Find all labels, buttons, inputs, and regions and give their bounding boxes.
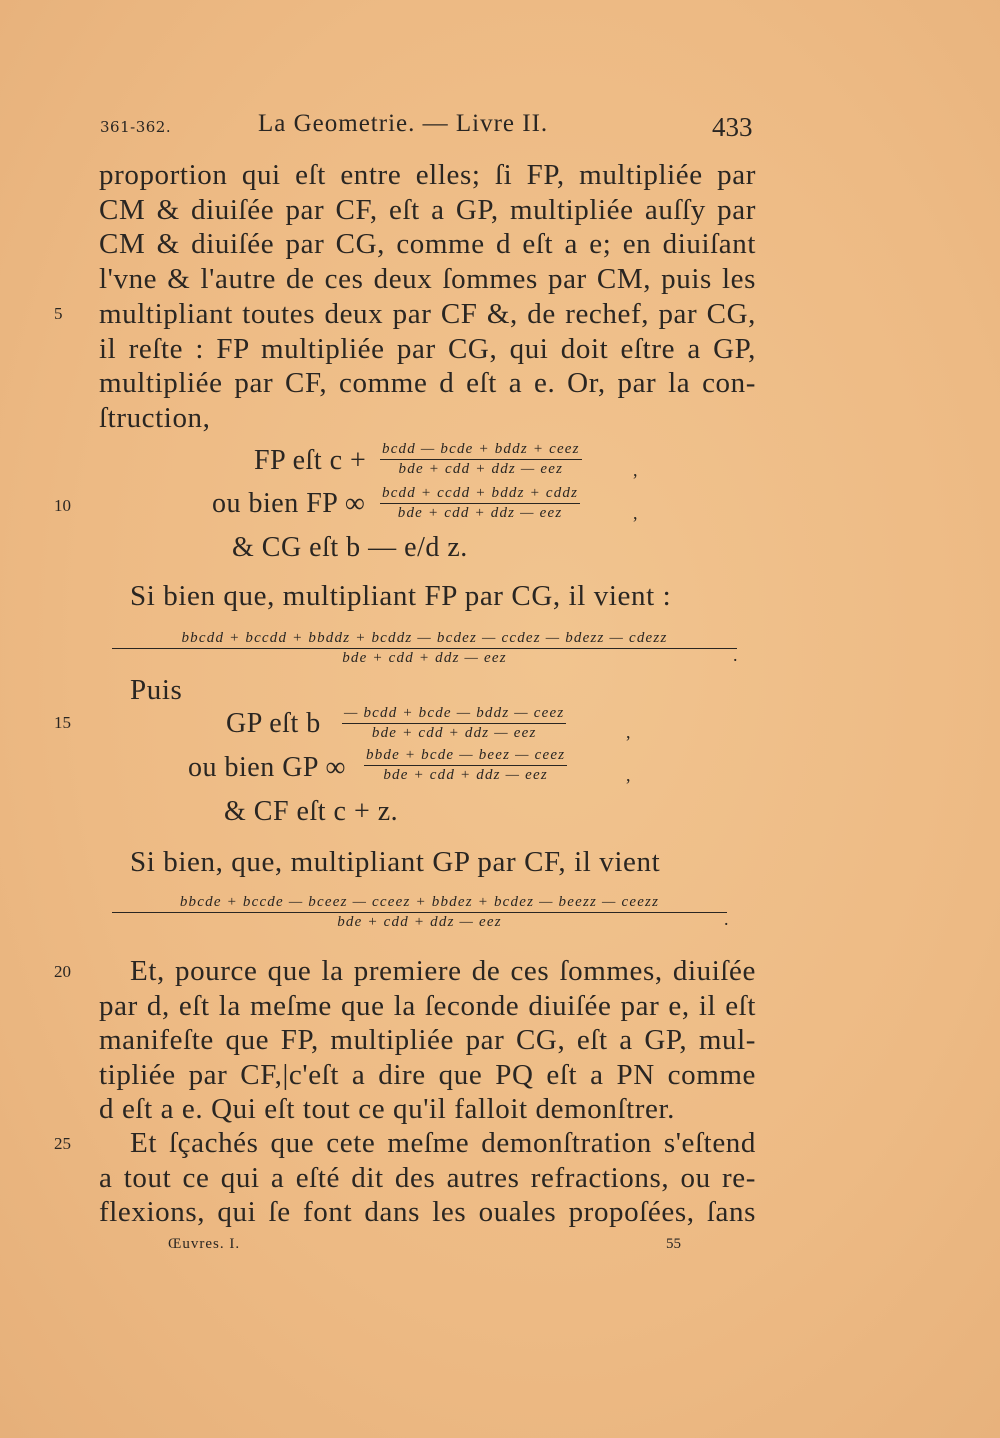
equation-line: & CG eſt b — e/d z. <box>232 532 468 563</box>
text-line: Et, pource que la premiere de ces ſommes, diuiſée <box>130 955 756 987</box>
text-line: tipliée par CF,|c'eſt a dire que PQ eſt a PN comme <box>99 1059 756 1091</box>
fraction-numerator: bbde + bcde — beez — ceez <box>364 747 567 766</box>
text-line: a tout ce qui a eſté dit des autres refractions, ou re- <box>99 1162 756 1194</box>
line-number: 10 <box>54 496 71 515</box>
footer-sheet-number: 55 <box>666 1236 681 1252</box>
fraction <box>112 630 737 667</box>
punctuation: , <box>626 765 631 785</box>
equation-lead: GP eſt b <box>226 708 321 739</box>
punctuation: , <box>633 503 638 523</box>
text-line: Si bien que, multipliant FP par CG, il vient : <box>130 580 672 612</box>
text-line: Si bien, que, multipliant GP par CF, il vient <box>130 846 661 878</box>
fraction <box>342 705 566 742</box>
text-line: multipliant toutes deux par CF &, de rechef, par CG, <box>99 298 756 330</box>
punctuation: . <box>733 645 738 665</box>
fraction-denominator: bde + cdd + ddz — eez <box>371 725 537 741</box>
text-line: CM & diuiſée par CF, eſt a GP, multipliée auſſy par <box>99 194 756 226</box>
fraction <box>112 894 727 931</box>
fraction-numerator: — bcdd + bcde — bddz — ceez <box>342 705 566 724</box>
line-number: 20 <box>54 962 71 981</box>
text-line: flexions, qui ſe font dans les ouales propoſées, ſans <box>99 1196 756 1228</box>
running-title: La Geometrie. — Livre II. <box>258 110 549 137</box>
fraction-denominator: bde + cdd + ddz — eez <box>337 914 502 930</box>
fraction-denominator: bde + cdd + ddz — eez <box>397 505 563 521</box>
fraction-numerator: bcdd + ccdd + bddz + cddz <box>380 485 580 504</box>
fraction <box>364 747 567 784</box>
text-line: proportion qui eſt entre elles; ſi FP, multipliée par <box>99 159 756 191</box>
fraction-denominator: bde + cdd + ddz — eez <box>383 767 548 783</box>
text-line: multipliée par CF, comme d eſt a e. Or, par la con- <box>99 367 756 399</box>
punctuation: , <box>626 722 631 742</box>
text-line: Puis <box>130 674 183 706</box>
text-line: par d, eſt la meſme que la ſeconde diuiſée par e, il eſt <box>99 990 756 1022</box>
equation-lead: FP eſt c + <box>254 445 367 476</box>
text-line: l'vne & l'autre de ces deux ſommes par CM, puis les <box>99 263 756 295</box>
fraction <box>380 485 580 522</box>
text-line: CM & diuiſée par CG, comme d eſt a e; en diuiſant <box>99 228 756 260</box>
fraction-numerator: bbcdd + bccdd + bbddz + bcddz — bcdez — ccdez — bdezz — cdezz <box>112 630 737 649</box>
line-number: 5 <box>54 304 63 323</box>
fraction-denominator: bde + cdd + ddz — eez <box>398 461 564 477</box>
page-number: 433 <box>712 112 753 142</box>
equation-line: & CF eſt c + z. <box>224 796 399 827</box>
text-line: Et ſçachés que cete meſme demonſtration s'eſtend <box>130 1127 756 1159</box>
footer-signature: Œuvres. I. <box>168 1236 241 1252</box>
equation-lead: ou bien FP ∞ <box>212 488 366 519</box>
header-page-range: 361-362. <box>100 118 172 136</box>
fraction <box>380 441 582 478</box>
punctuation: , <box>633 460 638 480</box>
fraction-numerator: bbcde + bccde — bceez — cceez + bbdez + bcdez — beezz — ceezz <box>112 894 727 913</box>
line-number: 25 <box>54 1134 71 1153</box>
punctuation: . <box>724 909 729 929</box>
fraction-numerator: bcdd — bcde + bddz + ceez <box>380 441 582 460</box>
equation-lead: ou bien GP ∞ <box>188 752 346 783</box>
fraction-denominator: bde + cdd + ddz — eez <box>342 650 507 666</box>
line-number: 15 <box>54 713 71 732</box>
text-line: manifeſte que FP, multipliée par CG, eſt a GP, mul- <box>99 1024 756 1056</box>
text-line: ſtruction, <box>99 402 211 434</box>
text-line: il reſte : FP multipliée par CG, qui doit eſtre a GP, <box>99 333 756 365</box>
text-line: d eſt a e. Qui eſt tout ce qu'il falloit demonſtrer. <box>99 1093 675 1125</box>
